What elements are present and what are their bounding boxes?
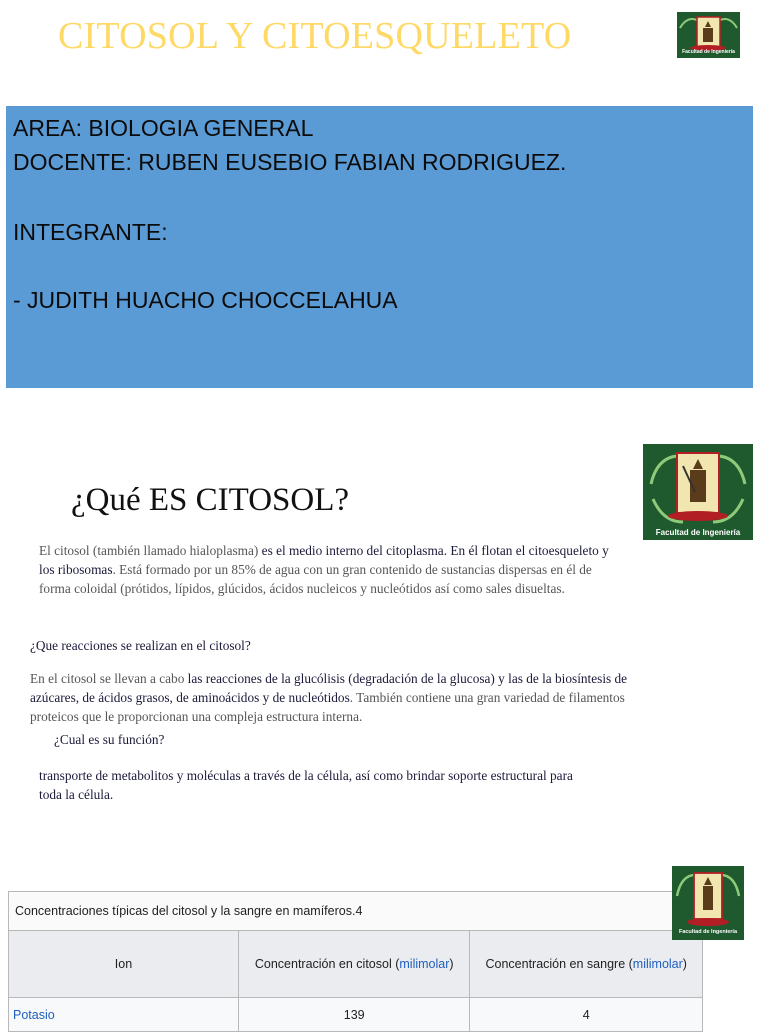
section-heading: ¿Qué ES CITOSOL?: [71, 482, 350, 518]
crest-icon: [643, 444, 753, 540]
header-ion: Ion: [9, 931, 239, 998]
faculty-logo: [672, 866, 744, 940]
reactions-answer: En el citosol se llevan a cabo las reacciones de la glucólisis (degradación de la glucosa) y las de la biosíntesis de azúcares, de ácidos grasos, de aminoácidos y de nucleótidos. También contiene una gran variedad de filamentos proteicos que le proporcionan una compleja estructura interna.: [30, 671, 628, 724]
info-box: [6, 106, 753, 388]
faculty-logo: [643, 444, 753, 540]
function-answer: transporte de metabolitos y moléculas a través de la célula, así como brindar soporte estructural para toda la célula.: [39, 768, 573, 802]
logo-caption: Facultad de Ingeniería: [655, 528, 741, 537]
teacher-label: DOCENTE: RUBEN EUSEBIO FABIAN RODRIGUEZ.: [13, 149, 567, 175]
reactions-question: ¿Que reacciones se realizan en el citosol?: [30, 638, 251, 653]
milimolar-link[interactable]: milimolar: [632, 957, 683, 971]
header-sangre: Concentración en sangre (milimolar): [470, 931, 703, 998]
faculty-logo: [677, 12, 740, 58]
ion-link[interactable]: Potasio: [13, 1007, 55, 1022]
area-label: AREA: BIOLOGIA GENERAL: [13, 115, 314, 141]
sangre-cell: 4: [470, 998, 703, 1032]
table-caption: Concentraciones típicas del citosol y la sangre en mamíferos.4: [9, 892, 703, 931]
citosol-cell: 139: [238, 998, 470, 1032]
logo-caption: Facultad de Ingeniería: [678, 929, 738, 935]
ion-cell: [9, 998, 239, 1032]
table-header-row: [9, 931, 703, 998]
citosol-definition: El citosol (también llamado hialoplasma) es el medio interno del citoplasma. En él flotan el citoesqueleto y los ribosomas. Está formado por un 85% de agua con un gran contenido de sustancias dispersas en él de forma coloidal (prótidos, lípidos, glúcidos, ácidos nucleicos y nucleótidos así como sales disueltas.: [39, 543, 609, 596]
page-title: CITOSOL Y CITOESQUELETO: [58, 15, 572, 57]
logo-caption: Facultad de Ingeniería: [682, 49, 735, 55]
table-caption-row: [9, 892, 703, 931]
concentration-table: [8, 891, 703, 1032]
member-heading: INTEGRANTE:: [13, 219, 168, 245]
milimolar-link[interactable]: milimolar: [399, 957, 450, 971]
header-citosol: Concentración en citosol (milimolar): [238, 931, 470, 998]
table-row: [9, 998, 703, 1032]
function-question: ¿Cual es su función?: [54, 732, 165, 747]
member-name: - JUDITH HUACHO CHOCCELAHUA: [13, 287, 398, 313]
